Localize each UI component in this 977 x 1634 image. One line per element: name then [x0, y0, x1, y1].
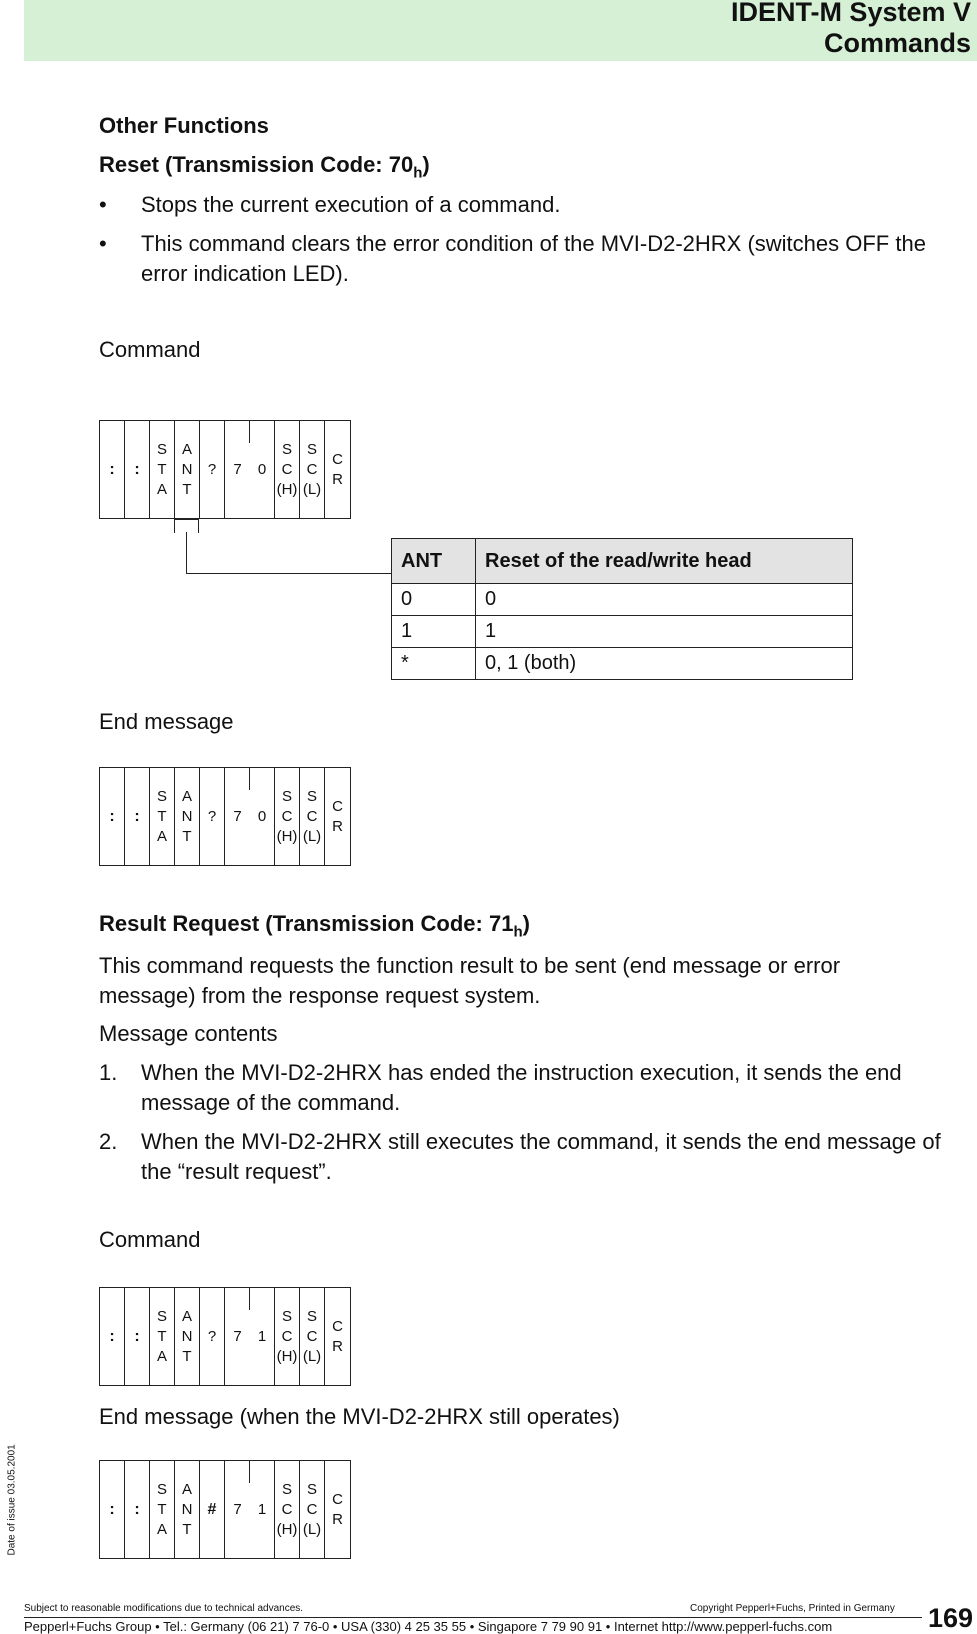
frame-cell — [225, 1461, 250, 1558]
reset-heading-text: Reset (Transmission Code: 70 — [99, 152, 414, 177]
section-title: Other Functions — [99, 113, 269, 138]
list-item: When the MVI-D2-2HRX still executes the command, it sends the end message of the “result request”. — [141, 1129, 941, 1184]
frame-cell-char: A — [181, 787, 192, 805]
frame-cell — [325, 1288, 350, 1385]
table-cell: 1 — [392, 616, 476, 648]
footer-contact: Pepperl+Fuchs Group • Tel.: Germany (06 21) 7 76-0 • USA (330) 4 25 35 55 • Singapore 7 79 90 91 • Internet http://www.pepperl-fuchs.com — [24, 1619, 833, 1634]
frame-cell-char: S — [156, 1480, 167, 1498]
frame-cell-char: : — [134, 1327, 140, 1345]
frame-cell — [225, 421, 250, 518]
frame-cell — [100, 1461, 125, 1558]
frame-cell-char: S — [306, 440, 317, 458]
frame-cell-char: : — [109, 807, 115, 825]
frame-cell-char: 7 — [233, 460, 242, 478]
frame-cell-char: C — [332, 797, 343, 815]
frame-cell-char: (L) — [302, 1347, 322, 1365]
frame-cell — [150, 1461, 175, 1558]
frame-cell — [200, 1461, 225, 1558]
frame-cell — [125, 1288, 150, 1385]
frame-cell-char: C — [306, 1500, 318, 1518]
frame-cell-char: C — [332, 450, 343, 468]
result-end-label: End message (when the MVI-D2-2HRX still operates) — [99, 1404, 620, 1429]
frame-cell-char: : — [109, 1500, 115, 1518]
connector-vertical — [186, 532, 187, 574]
frame-cell — [275, 421, 300, 518]
frame-cell-char: S — [156, 1307, 167, 1325]
frame-cell-char: C — [332, 1317, 343, 1335]
frame-cell — [225, 1288, 250, 1385]
frame-cell-char: (L) — [302, 827, 322, 845]
frame-cell — [150, 1288, 175, 1385]
frame-cell-char: C — [306, 807, 318, 825]
table-header-row — [392, 539, 853, 584]
result-end-frame — [99, 1460, 351, 1559]
frame-cell — [100, 768, 125, 865]
frame-cell-char: A — [156, 480, 167, 498]
reset-heading-sub: h — [413, 164, 423, 182]
frame-cell — [325, 768, 350, 865]
frame-cell — [150, 768, 175, 865]
frame-cell-char: R — [332, 470, 343, 488]
footer-disclaimer: Subject to reasonable modifications due to technical advances. — [24, 1603, 304, 1614]
frame-cell-char: N — [181, 1327, 193, 1345]
frame-cell — [275, 1461, 300, 1558]
frame-cell-char: C — [281, 460, 293, 478]
connector-bracket-left — [174, 519, 175, 533]
reset-end-frame — [99, 767, 351, 866]
frame-cell-char: : — [134, 807, 140, 825]
frame-cell-char: S — [306, 787, 317, 805]
frame-cell-char: 1 — [257, 1327, 267, 1345]
frame-cell — [325, 1461, 350, 1558]
table-cell: 1 — [476, 616, 853, 648]
frame-cell — [150, 421, 175, 518]
frame-cell-char: A — [181, 1307, 192, 1325]
frame-cell — [275, 1288, 300, 1385]
frame-cell-char: N — [181, 1500, 193, 1518]
connector-bracket-right — [198, 519, 199, 533]
ant-table — [391, 538, 853, 680]
frame-cell — [175, 421, 200, 518]
result-intro: This command requests the function result to be sent (end message or error message) from the response request system. — [99, 953, 841, 1008]
frame-cell-char: A — [181, 1480, 192, 1498]
result-command-frame — [99, 1287, 351, 1386]
frame-cell-char: 0 — [257, 807, 267, 825]
frame-cell — [125, 768, 150, 865]
frame-cell-char: 7 — [233, 1327, 242, 1345]
frame-cell — [300, 421, 325, 518]
header-title-line2: Commands — [823, 28, 971, 58]
frame-cell — [175, 768, 200, 865]
frame-cell — [225, 768, 250, 865]
result-heading-end: ) — [522, 911, 530, 936]
frame-cell-char: 7 — [233, 807, 242, 825]
result-heading-sub: h — [513, 923, 523, 941]
table-row — [392, 648, 853, 680]
frame-cell-char: S — [281, 440, 292, 458]
frame-cell-char: S — [306, 1307, 317, 1325]
result-heading — [99, 910, 530, 946]
bullet-mark: • — [99, 192, 107, 217]
frame-cell — [200, 421, 225, 518]
frame-cell-char: C — [281, 1500, 293, 1518]
table-row — [392, 616, 853, 648]
frame-cell — [325, 421, 350, 518]
frame-cell-char: T — [157, 1327, 167, 1345]
frame-cell-char: ? — [207, 807, 217, 825]
frame-cell — [300, 1461, 325, 1558]
reset-heading-end: ) — [422, 152, 430, 177]
table-header-ant: ANT — [392, 539, 476, 584]
frame-cell — [250, 421, 275, 518]
frame-cell-char: A — [156, 1520, 167, 1538]
frame-cell-char: ? — [207, 460, 217, 478]
message-contents-label: Message contents — [99, 1021, 278, 1046]
list-item-number: 1. — [99, 1060, 118, 1085]
date-of-issue: Date of issue 03.05.2001 — [6, 1444, 18, 1556]
header-band — [24, 0, 977, 61]
frame-cell-char: S — [156, 440, 167, 458]
frame-cell-char: S — [281, 1480, 292, 1498]
frame-cell-char: 0 — [257, 460, 267, 478]
frame-cell — [300, 768, 325, 865]
frame-cell-char: C — [281, 1327, 293, 1345]
frame-cell-char: : — [134, 1500, 140, 1518]
reset-command-label: Command — [99, 337, 201, 362]
frame-cell — [250, 1288, 275, 1385]
frame-cell — [175, 1461, 200, 1558]
reset-heading — [99, 151, 430, 187]
page-header-title — [731, 0, 971, 59]
frame-cell-char: S — [281, 1307, 292, 1325]
frame-cell — [300, 1288, 325, 1385]
list-item: When the MVI-D2-2HRX has ended the instruction execution, it sends the end message of the command. — [141, 1060, 902, 1115]
frame-cell-char: 7 — [233, 1500, 242, 1518]
reset-command-frame — [99, 420, 351, 519]
frame-cell — [175, 1288, 200, 1385]
frame-cell-char: T — [157, 460, 167, 478]
frame-cell-char: R — [332, 1510, 343, 1528]
page-number: 169 — [927, 1603, 973, 1633]
frame-cell-char: T — [182, 480, 192, 498]
frame-cell-char: (H) — [276, 1520, 298, 1538]
frame-cell-char: : — [109, 460, 115, 478]
frame-cell — [250, 768, 275, 865]
frame-cell — [275, 768, 300, 865]
frame-cell — [100, 1288, 125, 1385]
frame-cell-char: S — [306, 1480, 317, 1498]
frame-cell-char: T — [182, 1347, 192, 1365]
frame-cell-char: T — [157, 1500, 167, 1518]
frame-cell-char: ? — [207, 1327, 217, 1345]
frame-cell-char: (H) — [276, 1347, 298, 1365]
frame-cell — [200, 768, 225, 865]
frame-cell-char: N — [181, 807, 193, 825]
frame-cell — [250, 1461, 275, 1558]
frame-cell-char: T — [182, 827, 192, 845]
frame-cell-char: (H) — [276, 827, 298, 845]
header-title-line1: IDENT-M System V — [730, 0, 971, 27]
connector-bracket — [174, 519, 199, 520]
frame-cell-char: (L) — [302, 1520, 322, 1538]
connector-horizontal — [186, 573, 391, 574]
table-row — [392, 584, 853, 616]
frame-cell — [125, 421, 150, 518]
bullet-mark: • — [99, 231, 107, 256]
table-header-reset: Reset of the read/write head — [476, 539, 853, 584]
frame-cell-char: R — [332, 817, 343, 835]
frame-cell — [200, 1288, 225, 1385]
frame-cell-char: T — [157, 807, 167, 825]
result-command-label: Command — [99, 1227, 201, 1252]
frame-cell-char: : — [109, 1327, 115, 1345]
reset-bullet-2: This command clears the error condition of the MVI-D2-2HRX (switches OFF the error indication LED). — [141, 231, 926, 286]
table-cell: 0, 1 (both) — [476, 648, 853, 680]
result-heading-text: Result Request (Transmission Code: 71 — [99, 911, 514, 936]
frame-cell-char: T — [182, 1520, 192, 1538]
frame-cell-char: C — [306, 460, 318, 478]
frame-cell-char: (H) — [276, 480, 298, 498]
frame-cell-char: (L) — [302, 480, 322, 498]
frame-cell — [125, 1461, 150, 1558]
frame-cell-char: # — [207, 1500, 217, 1518]
footer-divider — [24, 1617, 922, 1618]
frame-cell-char: C — [332, 1490, 343, 1508]
frame-cell-char: C — [306, 1327, 318, 1345]
table-cell: 0 — [392, 584, 476, 616]
frame-cell-char: S — [156, 787, 167, 805]
footer-copyright: Copyright Pepperl+Fuchs, Printed in Germany — [690, 1603, 895, 1614]
table-cell: 0 — [476, 584, 853, 616]
table-cell: * — [392, 648, 476, 680]
frame-cell-char: S — [281, 787, 292, 805]
frame-cell-char: A — [156, 827, 167, 845]
reset-bullet-1: Stops the current execution of a command. — [141, 192, 561, 217]
frame-cell-char: N — [181, 460, 193, 478]
frame-cell-char: A — [181, 440, 192, 458]
frame-cell-char: R — [332, 1337, 343, 1355]
frame-cell-char: A — [156, 1347, 167, 1365]
frame-cell-char: 1 — [257, 1500, 267, 1518]
frame-cell — [100, 421, 125, 518]
frame-cell-char: : — [134, 460, 140, 478]
list-item-number: 2. — [99, 1129, 118, 1154]
reset-end-label: End message — [99, 709, 234, 734]
frame-cell-char: C — [281, 807, 293, 825]
